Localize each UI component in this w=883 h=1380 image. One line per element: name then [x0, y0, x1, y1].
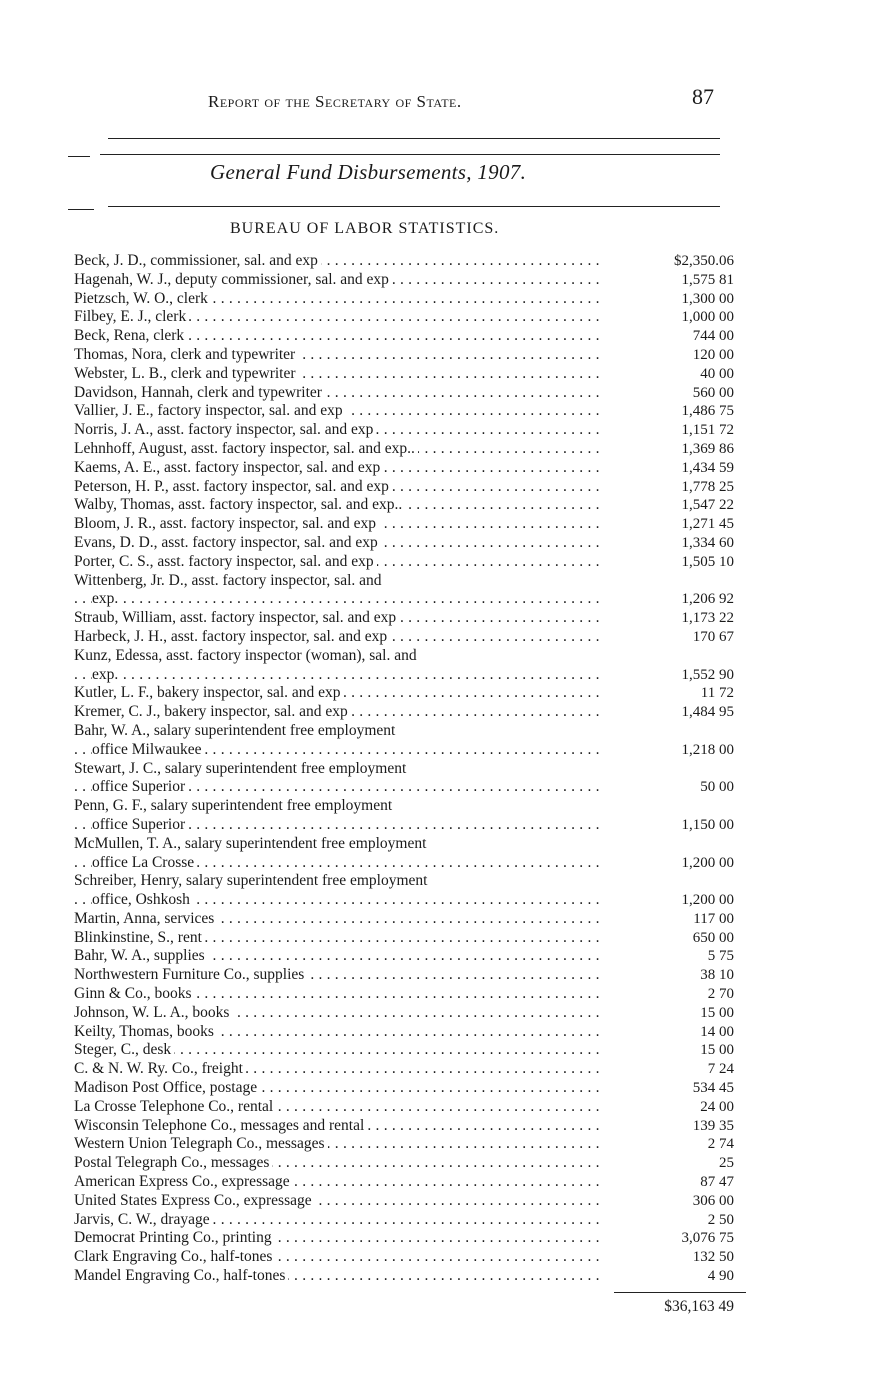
payee-text: Thomas, Nora, clerk and typewriter: [74, 346, 298, 363]
amount: 1,200 00: [681, 892, 734, 909]
payee-line: [74, 1004, 604, 1023]
amount: 11 72: [700, 685, 734, 702]
payee-line: [74, 440, 604, 459]
payee-line: [74, 703, 604, 722]
payee-line: [74, 684, 604, 703]
amount: 139 35: [692, 1117, 734, 1134]
payee-text: office Superior: [92, 778, 188, 795]
payee-line: [74, 1079, 604, 1098]
amount: 50 00: [700, 779, 734, 796]
payee-line: [74, 628, 604, 647]
amount: 7 24: [707, 1061, 734, 1078]
disbursement-entry: [74, 271, 734, 290]
payee-text: Wittenberg, Jr. D., asst. factory inspector, sal. and: [74, 572, 385, 589]
payee-continuation-line: [74, 666, 604, 685]
payee-text: Kunz, Edessa, asst. factory inspector (woman), sal. and: [74, 647, 420, 664]
disbursement-entry: [74, 534, 734, 553]
disbursement-entry: [74, 910, 734, 929]
payee-continuation-line: [74, 816, 604, 835]
payee-line: [74, 1023, 604, 1042]
payee-text: Lehnhoff, August, asst. factory inspector, sal. and exp..: [74, 440, 418, 457]
payee-text: La Crosse Telephone Co., rental: [74, 1098, 276, 1115]
amount: 1,218 00: [681, 741, 734, 758]
disbursement-entry: [74, 947, 734, 966]
bureau-title: BUREAU OF LABOR STATISTICS.: [230, 220, 500, 237]
disbursement-entry: [74, 1079, 734, 1098]
payee-continuation-line: [74, 891, 604, 910]
payee-continuation-line: [74, 854, 604, 873]
payee-text: office Superior: [92, 816, 188, 833]
disbursement-entry: [74, 929, 734, 948]
disbursement-entry: [74, 365, 734, 384]
payee-line: [74, 327, 604, 346]
payee-line: [74, 365, 604, 384]
payee-text: McMullen, T. A., salary superintendent free employment: [74, 835, 429, 852]
amount: 744 00: [692, 328, 734, 345]
payee-text: Vallier, J. E., factory inspector, sal. and exp: [74, 402, 346, 419]
payee-line: [74, 1248, 604, 1267]
payee-line: [74, 1267, 604, 1286]
disbursement-entry: [74, 1135, 734, 1154]
amount: 15 00: [700, 1042, 734, 1059]
payee-line: [74, 1154, 604, 1173]
disbursement-entry: [74, 1004, 734, 1023]
amount: 650 00: [692, 929, 734, 946]
payee-text: Kutler, L. F., bakery inspector, sal. and exp: [74, 684, 344, 701]
total-amount: $36,163 49: [664, 1298, 734, 1315]
amount: 1,000 00: [681, 309, 734, 326]
disbursement-entry: [74, 966, 734, 985]
payee-line: [74, 346, 604, 365]
payee-line: [74, 478, 604, 497]
payee-text: Norris, J. A., asst. factory inspector, sal. and exp: [74, 421, 376, 438]
payee-text: Wisconsin Telephone Co., messages and rental: [74, 1117, 367, 1134]
payee-line: [74, 1192, 604, 1211]
payee-text: Harbeck, J. H., asst. factory inspector, sal. and exp: [74, 628, 390, 645]
payee-line: [74, 1060, 604, 1079]
payee-text: Democrat Printing Co., printing: [74, 1229, 275, 1246]
payee-text: Porter, C. S., asst. factory inspector, sal. and exp: [74, 553, 377, 570]
payee-text: Northwestern Furniture Co., supplies: [74, 966, 307, 983]
payee-text: Johnson, W. L. A., books: [74, 1004, 232, 1021]
payee-line: [74, 929, 604, 948]
disbursement-entry: [74, 572, 734, 610]
payee-text: Beck, J. D., commissioner, sal. and exp: [74, 252, 321, 269]
disbursement-entry: [74, 553, 734, 572]
disbursement-entry: [74, 722, 734, 760]
amount: $2,350.06: [674, 253, 734, 269]
payee-text: Martin, Anna, services: [74, 910, 217, 927]
payee-line: [74, 797, 604, 816]
disbursement-list: [74, 252, 734, 1286]
amount: 560 00: [692, 384, 734, 401]
payee-text: Stewart, J. C., salary superintendent free employment: [74, 760, 409, 777]
payee-line: [74, 985, 604, 1004]
payee-text: Filbey, E. J., clerk: [74, 308, 189, 325]
amount: 1,173 22: [681, 610, 734, 627]
section-title: General Fund Disbursements, 1907.: [210, 160, 527, 184]
total-rule: [614, 1292, 746, 1293]
payee-line: [74, 308, 604, 327]
disbursement-entry: [74, 1041, 734, 1060]
amount: 1,434 59: [681, 459, 734, 476]
running-head: Report of the Secretary of State.: [208, 92, 462, 111]
disbursement-entry: [74, 252, 734, 271]
disbursement-entry: [74, 609, 734, 628]
payee-line: [74, 421, 604, 440]
payee-text: Penn, G. F., salary superintendent free employment: [74, 797, 395, 814]
payee-text: Steger, C., desk: [74, 1041, 174, 1058]
amount: 1,151 72: [681, 422, 734, 439]
amount: 15 00: [700, 1004, 734, 1021]
disbursement-entry: [74, 1154, 734, 1173]
payee-line: [74, 402, 604, 421]
payee-text: Bloom, J. R., asst. factory inspector, sal. and exp: [74, 515, 379, 532]
payee-line: [74, 459, 604, 478]
payee-text: exp.: [92, 590, 121, 607]
payee-text: Pietzsch, W. O., clerk: [74, 290, 211, 307]
payee-text: office, Oshkosh: [92, 891, 193, 908]
disbursement-entry: [74, 703, 734, 722]
amount: 1,200 00: [681, 854, 734, 871]
amount: 132 50: [692, 1249, 734, 1266]
payee-text: Kaems, A. E., asst. factory inspector, sal. and exp: [74, 459, 383, 476]
amount: 1,486 75: [681, 403, 734, 420]
amount: 1,505 10: [681, 553, 734, 570]
disbursement-entry: [74, 985, 734, 1004]
disbursement-entry: [74, 1060, 734, 1079]
header-rule-main: [100, 154, 720, 155]
payee-text: exp.: [92, 666, 121, 683]
disbursement-entry: [74, 459, 734, 478]
amount: 3,076 75: [681, 1230, 734, 1247]
payee-text: American Express Co., expressage: [74, 1173, 293, 1190]
amount: 306 00: [692, 1192, 734, 1209]
disbursement-entry: [74, 308, 734, 327]
payee-text: Davidson, Hannah, clerk and typewriter: [74, 384, 325, 401]
disbursement-entry: [74, 1267, 734, 1286]
payee-text: Ginn & Co., books: [74, 985, 195, 1002]
payee-line: [74, 835, 604, 854]
amount: 4 90: [707, 1268, 734, 1285]
disbursement-entry: [74, 1192, 734, 1211]
payee-text: Schreiber, Henry, salary superintendent free employment: [74, 872, 430, 889]
amount: 1,484 95: [681, 704, 734, 721]
amount: 1,547 22: [681, 497, 734, 514]
payee-line: [74, 1229, 604, 1248]
amount: 1,575 81: [681, 271, 734, 288]
payee-line: [74, 1041, 604, 1060]
amount: 1,206 92: [681, 591, 734, 608]
disbursement-entry: [74, 1117, 734, 1136]
disbursement-entry: [74, 872, 734, 910]
amount: 1,334 60: [681, 534, 734, 551]
amount: 1,778 25: [681, 478, 734, 495]
disbursement-entry: [74, 384, 734, 403]
amount: 1,369 86: [681, 440, 734, 457]
disbursement-entry: [74, 1211, 734, 1230]
disbursement-entry: [74, 346, 734, 365]
disbursement-entry: [74, 496, 734, 515]
payee-continuation-line: [74, 778, 604, 797]
payee-text: Walby, Thomas, asst. factory inspector, sal. and exp..: [74, 496, 405, 513]
disbursement-entry: [74, 440, 734, 459]
page-number: 87: [692, 84, 714, 109]
payee-line: [74, 647, 604, 666]
amount: 38 10: [700, 967, 734, 984]
amount: 14 00: [700, 1023, 734, 1040]
disbursement-entry: [74, 797, 734, 835]
amount: 5 75: [707, 948, 734, 965]
disbursement-entry: [74, 1173, 734, 1192]
payee-line: [74, 910, 604, 929]
payee-line: [74, 572, 604, 591]
disbursement-entry: [74, 835, 734, 873]
payee-line: [74, 1098, 604, 1117]
payee-text: Postal Telegraph Co., messages: [74, 1154, 272, 1171]
payee-line: [74, 271, 604, 290]
disbursement-entry: [74, 684, 734, 703]
payee-line: [74, 872, 604, 891]
title-rule-left: [68, 209, 94, 210]
disbursement-entry: [74, 478, 734, 497]
amount: 40 00: [700, 365, 734, 382]
payee-line: [74, 496, 604, 515]
disbursement-entry: [74, 327, 734, 346]
payee-text: Webster, L. B., clerk and typewriter: [74, 365, 299, 382]
payee-text: Clark Engraving Co., half-tones: [74, 1248, 275, 1265]
amount: 25: [719, 1155, 734, 1172]
payee-text: Kremer, C. J., bakery inspector, sal. and exp: [74, 703, 351, 720]
disbursement-entry: [74, 402, 734, 421]
payee-text: Bahr, W. A., salary superintendent free employment: [74, 722, 398, 739]
amount: 1,271 45: [681, 516, 734, 533]
amount: 1,150 00: [681, 816, 734, 833]
amount: 2 50: [707, 1211, 734, 1228]
payee-line: [74, 1117, 604, 1136]
payee-text: Evans, D. D., asst. factory inspector, sal. and exp: [74, 534, 381, 551]
amount: 117 00: [693, 910, 734, 927]
payee-line: [74, 1211, 604, 1230]
disbursement-entry: [74, 290, 734, 309]
payee-text: United States Express Co., expressage: [74, 1192, 315, 1209]
amount: 120 00: [692, 346, 734, 363]
header-rule-left: [68, 156, 90, 157]
payee-line: [74, 609, 604, 628]
payee-text: Mandel Engraving Co., half-tones: [74, 1267, 288, 1284]
payee-text: Bahr, W. A., supplies: [74, 947, 208, 964]
amount: 1,552 90: [681, 666, 734, 683]
payee-line: [74, 553, 604, 572]
payee-line: [74, 252, 604, 271]
payee-line: [74, 760, 604, 779]
disbursement-entry: [74, 647, 734, 685]
disbursement-entry: [74, 1229, 734, 1248]
amount: 1,300 00: [681, 290, 734, 307]
payee-continuation-line: [74, 590, 604, 609]
amount: 87 47: [700, 1174, 734, 1191]
payee-line: [74, 290, 604, 309]
disbursement-entry: [74, 1248, 734, 1267]
payee-text: Madison Post Office, postage: [74, 1079, 260, 1096]
header-rule-top: [108, 138, 720, 139]
disbursement-entry: [74, 760, 734, 798]
payee-text: Straub, William, asst. factory inspector, sal. and exp: [74, 609, 399, 626]
amount: 170 67: [692, 628, 734, 645]
payee-line: [74, 966, 604, 985]
payee-text: office La Crosse: [92, 854, 197, 871]
payee-text: Peterson, H. P., asst. factory inspector, sal. and exp: [74, 478, 392, 495]
amount: 534 45: [692, 1080, 734, 1097]
payee-line: [74, 1135, 604, 1154]
payee-text: Keilty, Thomas, books: [74, 1023, 217, 1040]
disbursement-entry: [74, 1023, 734, 1042]
amount: 2 70: [707, 986, 734, 1003]
payee-line: [74, 384, 604, 403]
payee-text: Beck, Rena, clerk: [74, 327, 187, 344]
payee-continuation-line: [74, 741, 604, 760]
disbursement-entry: [74, 421, 734, 440]
payee-text: office Milwaukee: [92, 741, 204, 758]
payee-text: C. & N. W. Ry. Co., freight: [74, 1060, 246, 1077]
payee-text: Blinkinstine, S., rent: [74, 929, 205, 946]
payee-line: [74, 722, 604, 741]
payee-text: Jarvis, C. W., drayage: [74, 1211, 213, 1228]
title-rule-main: [108, 206, 720, 207]
disbursement-entry: [74, 1098, 734, 1117]
payee-line: [74, 534, 604, 553]
payee-line: [74, 1173, 604, 1192]
payee-line: [74, 515, 604, 534]
disbursement-entry: [74, 515, 734, 534]
amount: 2 74: [707, 1136, 734, 1153]
payee-line: [74, 947, 604, 966]
payee-text: Hagenah, W. J., deputy commissioner, sal. and exp: [74, 271, 392, 288]
disbursement-entry: [74, 628, 734, 647]
payee-text: Western Union Telegraph Co., messages: [74, 1135, 328, 1152]
amount: 24 00: [700, 1098, 734, 1115]
